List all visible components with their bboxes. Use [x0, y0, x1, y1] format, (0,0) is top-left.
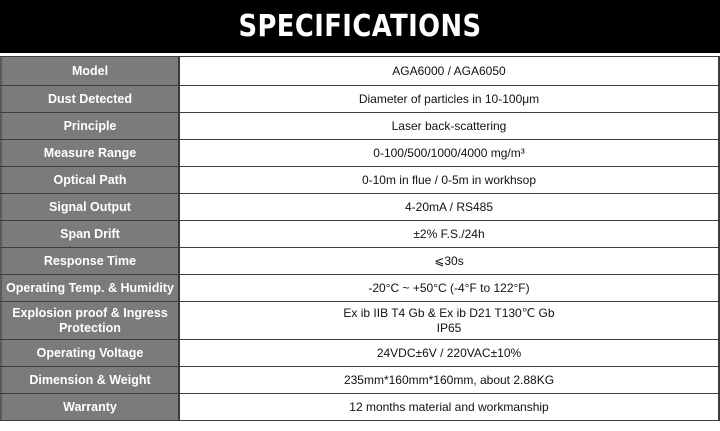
page-title: SPECIFICATIONS [50, 0, 669, 53]
title-bar [0, 0, 720, 53]
spec-row-span-drift [0, 221, 720, 248]
spec-value: 4-20mA / RS485 [180, 194, 720, 220]
spec-value: -20°C ~ +50°C (-4°F to 122°F) [180, 275, 720, 301]
spec-row-response-time [0, 248, 720, 275]
spec-table [0, 56, 720, 421]
spec-row-signal-output [0, 194, 720, 221]
spec-row-operating-temp-humidity [0, 275, 720, 302]
spec-row-warranty [0, 394, 720, 421]
spec-value: 0-10m in flue / 0-5m in workhsop [180, 167, 720, 193]
spec-value: 12 months material and workmanship [180, 394, 720, 420]
spec-label: Model [0, 57, 180, 85]
spec-row-operating-voltage [0, 340, 720, 367]
spec-value: AGA6000 / AGA6050 [180, 57, 720, 85]
spec-value: Laser back-scattering [180, 113, 720, 139]
spec-row-measure-range [0, 140, 720, 167]
spec-row-optical-path [0, 167, 720, 194]
spec-value: ±2% F.S./24h [180, 221, 720, 247]
spec-value: 0-100/500/1000/4000 mg/m³ [180, 140, 720, 166]
spec-label: Measure Range [0, 140, 180, 166]
spec-value: ⩽30s [180, 248, 720, 274]
spec-label: Dimension & Weight [0, 367, 180, 393]
spec-row-dimension-weight [0, 367, 720, 394]
spec-value: 235mm*160mm*160mm, about 2.88KG [180, 367, 720, 393]
spec-row-dust-detected [0, 86, 720, 113]
spec-value: 24VDC±6V / 220VAC±10% [180, 340, 720, 366]
spec-row-principle [0, 113, 720, 140]
spec-label: Operating Temp. & Humidity [0, 275, 180, 301]
spec-label: Signal Output [0, 194, 180, 220]
spec-label: Response Time [0, 248, 180, 274]
spec-label: Optical Path [0, 167, 180, 193]
spec-label: Span Drift [0, 221, 180, 247]
spec-label: Warranty [0, 394, 180, 420]
spec-label: Principle [0, 113, 180, 139]
spec-label: Explosion proof & Ingress Protection [0, 302, 180, 339]
spec-row-explosion-proof [0, 302, 720, 340]
spec-row-model [0, 57, 720, 86]
spec-value: Diameter of particles in 10-100μm [180, 86, 720, 112]
spec-label: Dust Detected [0, 86, 180, 112]
spec-label: Operating Voltage [0, 340, 180, 366]
spec-value: Ex ib IIB T4 Gb & Ex ib D21 T130℃ Gb IP65 [180, 302, 720, 339]
